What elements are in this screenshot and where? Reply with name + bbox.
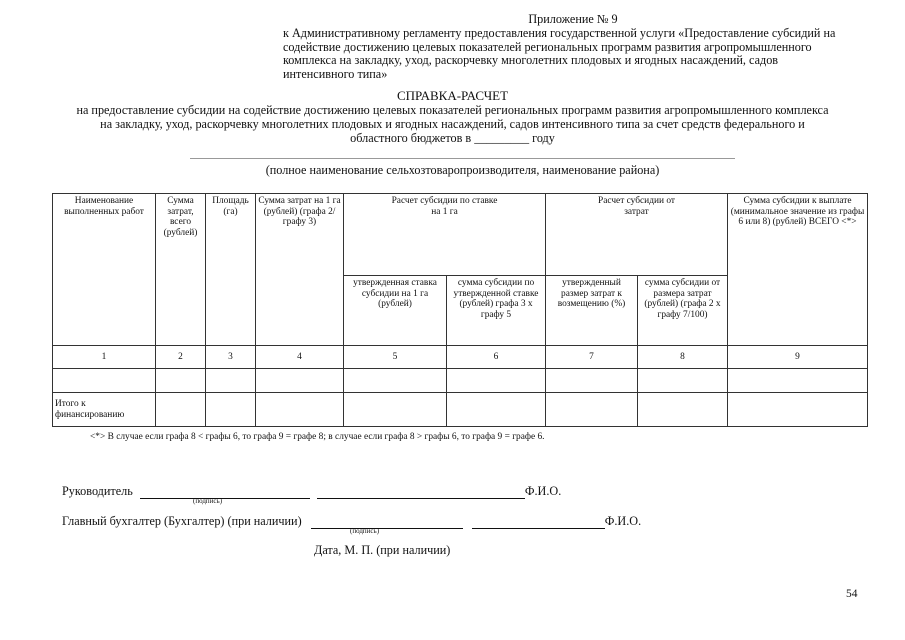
column-number: 7 — [546, 346, 638, 369]
header-cost-group — [546, 194, 728, 276]
header-rate-group-text: Расчет субсидии по ставке на 1 га — [391, 196, 498, 217]
head-label: Руководитель — [62, 484, 133, 498]
head-fio-line[interactable] — [317, 486, 525, 499]
subtitle-line: на закладку, уход, раскорчевку многолетних плодовых и ягодных насаждений, садов интенсивного типа за счет средств федерального и — [100, 117, 805, 131]
empty-cell[interactable] — [447, 393, 546, 427]
empty-cell[interactable] — [344, 369, 447, 393]
appendix-line: комплекса на закладку, уход, раскорчевку многолетних плодовых и ягодных насаждений, садов — [283, 53, 779, 68]
header-area: Площадь (га) — [206, 194, 256, 346]
empty-cell[interactable] — [206, 393, 256, 427]
column-number: 9 — [728, 346, 868, 369]
empty-cell[interactable] — [447, 369, 546, 393]
empty-cell[interactable] — [256, 369, 344, 393]
column-number: 2 — [156, 346, 206, 369]
appendix-line: интенсивного типа» — [283, 67, 388, 82]
column-number: 5 — [344, 346, 447, 369]
column-number: 3 — [206, 346, 256, 369]
subheader-sum-by-rate: сумма субсидии по утвержденной ставке (рублей) графа 3 x графу 5 — [447, 276, 546, 346]
appendix-header — [283, 13, 883, 82]
empty-cell[interactable] — [728, 369, 868, 393]
empty-cell[interactable] — [256, 393, 344, 427]
head-signature-line[interactable] — [140, 486, 310, 499]
total-label: Итого к финансированию — [53, 393, 156, 427]
empty-cell[interactable] — [344, 393, 447, 427]
empty-cell[interactable] — [546, 393, 638, 427]
subheader-approved-pct: утвержденный размер затрат к возмещению (%) — [546, 276, 638, 346]
subheader-sum-by-cost: сумма субсидии от размера затрат (рублей) (графа 2 x графу 7/100) — [638, 276, 728, 346]
document-subtitle — [40, 103, 865, 145]
producer-name-hint: (полное наименование сельхозтоваропроизводителя, наименование района) — [265, 163, 660, 177]
signature-hint: (подпись) — [193, 497, 223, 505]
empty-cell[interactable] — [156, 393, 206, 427]
empty-cell[interactable] — [638, 369, 728, 393]
appendix-line: к Административному регламенту предоставления государственной услуги «Предоставление субсидий на — [283, 25, 836, 40]
page-number: 54 — [846, 588, 858, 600]
empty-cell[interactable] — [156, 369, 206, 393]
producer-name-line — [190, 158, 735, 159]
empty-cell[interactable] — [728, 393, 868, 427]
column-number: 4 — [256, 346, 344, 369]
column-number: 6 — [447, 346, 546, 369]
empty-cell[interactable] — [206, 369, 256, 393]
header-rate-group — [344, 194, 546, 276]
head-signature-row — [62, 484, 561, 499]
header-payout: Сумма субсидии к выплате (минимальное значение из графы 6 или 8) (рублей) ВСЕГО <*> — [728, 194, 868, 346]
header-work-name: Наименование выполненных работ — [53, 194, 156, 346]
empty-cell[interactable] — [53, 369, 156, 393]
subtitle-line: областного бюджетов в _________ году — [350, 131, 555, 145]
date-stamp: Дата, М. П. (при наличии) — [314, 543, 451, 557]
header-cost-per-ha: Сумма затрат на 1 га (рублей) (графа 2/графу 3) — [256, 194, 344, 346]
fio-label: Ф.И.О. — [524, 484, 562, 498]
signature-hint: (подпись) — [350, 527, 380, 535]
header-total-cost: Сумма затрат, всего (рублей) — [156, 194, 206, 346]
accountant-label: Главный бухгалтер (Бухгалтер) (при наличии) — [62, 514, 302, 528]
calculation-table — [52, 193, 868, 427]
document-title: СПРАВКА-РАСЧЕТ — [396, 88, 509, 103]
empty-cell[interactable] — [546, 369, 638, 393]
accountant-signature-line[interactable] — [311, 516, 463, 529]
empty-cell[interactable] — [638, 393, 728, 427]
column-number: 8 — [638, 346, 728, 369]
appendix-title: Приложение № 9 — [528, 12, 618, 26]
fio-label: Ф.И.О. — [604, 514, 642, 528]
footnote: <*> В случае если графа 8 < графы 6, то графа 9 = графе 8; в случае если графа 8 > графы 6, то графа 9 = графе 6. — [90, 432, 545, 442]
subheader-approved-rate: утвержденная ставка субсидии на 1 га (рублей) — [344, 276, 447, 346]
accountant-fio-line[interactable] — [472, 516, 605, 529]
subtitle-line: на предоставление субсидии на содействие достижению целевых показателей региональных программ развития агропромышленного комплекса — [76, 103, 829, 117]
header-cost-group-text: Расчет субсидии от затрат — [597, 196, 676, 217]
column-number: 1 — [53, 346, 156, 369]
appendix-line: содействие достижению целевых показателей региональных программ развития агропромышленного — [283, 39, 812, 54]
